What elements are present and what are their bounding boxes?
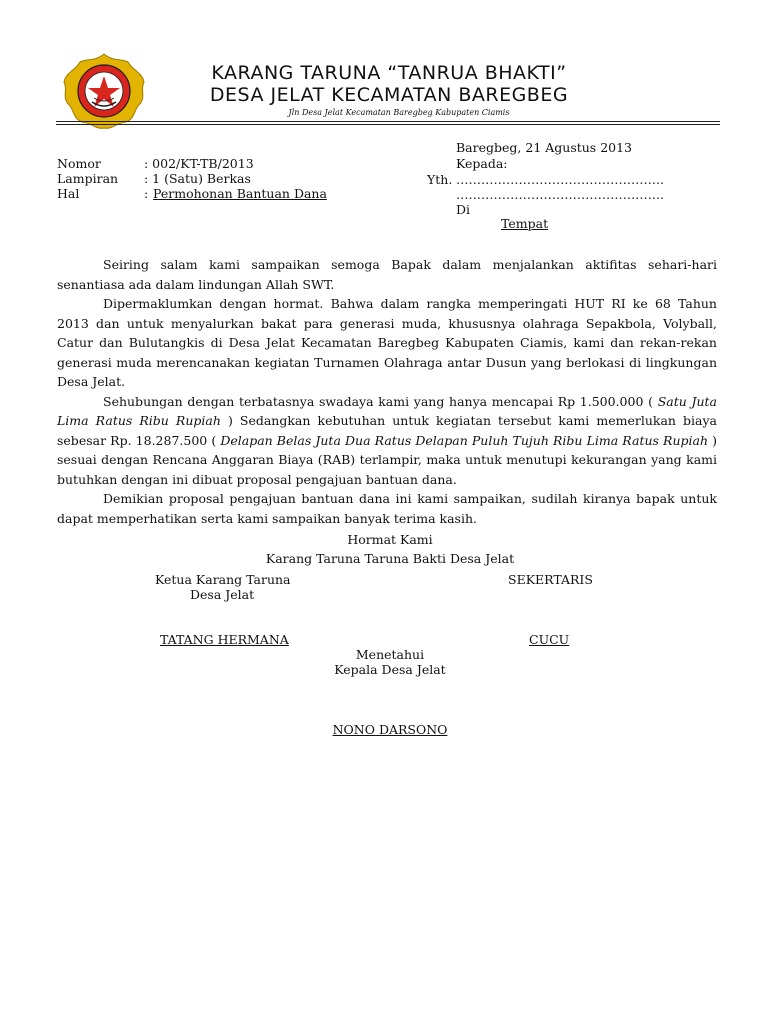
letter-body [57, 255, 717, 528]
budget-amount-words-1: Satu Juta Lima Ratus Ribu Rupiah [57, 393, 718, 428]
tempat-label: Tempat [501, 216, 549, 231]
place-date: Baregbeg, 21 Agustus 2013 [456, 140, 633, 155]
kades-signature-name: NONO DARSONO [332, 722, 448, 737]
hal-colon: : [144, 186, 149, 201]
sekretaris-signature-name: CUCU [529, 632, 570, 647]
lampiran-label: Lampiran [57, 171, 119, 186]
kepada-label: Kepada: [456, 156, 508, 171]
nomor-value: : 002/KT-TB/2013 [144, 156, 254, 171]
paragraph-closing: Demikian proposal pengajuan bantuan dana ini kami sampaikan, sudilah kiranya bapak untuk dapat memperhatikan serta kami sampaikan banyak terima kasih. [57, 491, 717, 526]
ketua-signature-name: TATANG HERMANA [160, 632, 289, 647]
kades-title: Kepala Desa Jelat [334, 662, 446, 677]
budget-text-2: ) Sedangkan kebutuhan untuk kegiatan tersebut kami memerlukan biaya sebesar Rp. 18.287.500 ( [57, 413, 717, 448]
hal-label: Hal [57, 186, 80, 201]
paragraph-budget [57, 392, 717, 490]
paragraph-greeting: Seiring salam kami sampaikan semoga Bapak dalam menjalankan aktifitas sehari-hari senantiasa ada dalam lindungan Allah SWT. [57, 257, 717, 292]
closing-salutation: Hormat Kami [347, 532, 433, 547]
header-divider-thin [56, 124, 720, 125]
sekretaris-title: SEKERTARIS [508, 572, 593, 587]
yth-label: Yth. [427, 172, 453, 187]
organization-name: KARANG TARUNA “TANRUA BHAKTI” [211, 62, 567, 84]
ketua-title: Ketua Karang Taruna [155, 572, 291, 587]
mengetahui-label: Menetahui [355, 647, 425, 662]
ketua-subtitle: Desa Jelat [190, 587, 255, 602]
paragraph-purpose: Dipermaklumkan dengan hormat. Bahwa dalam rangka memperingati HUT RI ke 68 Tahun 2013 dan untuk menyalurkan bakat para generasi muda, khususnya olahraga Sepakbola, Volyball, Catur dan Bulutangkis di Desa Jelat Kecamatan Baregbeg Kabupaten Ciamis, kami dan rekan-rekan generasi muda merencanakan kegiatan Turnamen Olahraga antar Dusun yang berlokasi di lingkungan Desa Jelat. [57, 296, 717, 389]
organization-address: Jln Desa Jelat Kecamatan Baregbeg Kabupaten Ciamis [288, 108, 510, 117]
village-name: DESA JELAT KECAMATAN BAREGBEG [209, 84, 569, 106]
lampiran-value: : 1 (Satu) Berkas [144, 171, 251, 186]
header-divider [56, 121, 720, 122]
budget-text-3: ) sesuai dengan Rencana Anggaran Biaya (RAB) terlampir, maka untuk menutupi kekurangan yang kami butuhkan dengan ini dibuat proposal pengajuan bantuan dana. [57, 432, 718, 487]
budget-amount-words-2: Delapan Belas Juta Dua Ratus Delapan Puluh Tujuh Ribu Lima Ratus Rupiah [220, 432, 709, 448]
recipient-line-2: ………………………………………….. [456, 187, 664, 202]
di-label: Di [456, 202, 471, 217]
closing-organization: Karang Taruna Taruna Bakti Desa Jelat [265, 551, 515, 566]
budget-text-1: Sehubungan dengan terbatasnya swadaya kami yang hanya mencapai Rp 1.500.000 ( [103, 393, 658, 409]
nomor-label: Nomor [57, 156, 101, 171]
recipient-line-1: ………………………………………….. [456, 172, 664, 187]
hal-value: Permohonan Bantuan Dana [153, 186, 327, 201]
